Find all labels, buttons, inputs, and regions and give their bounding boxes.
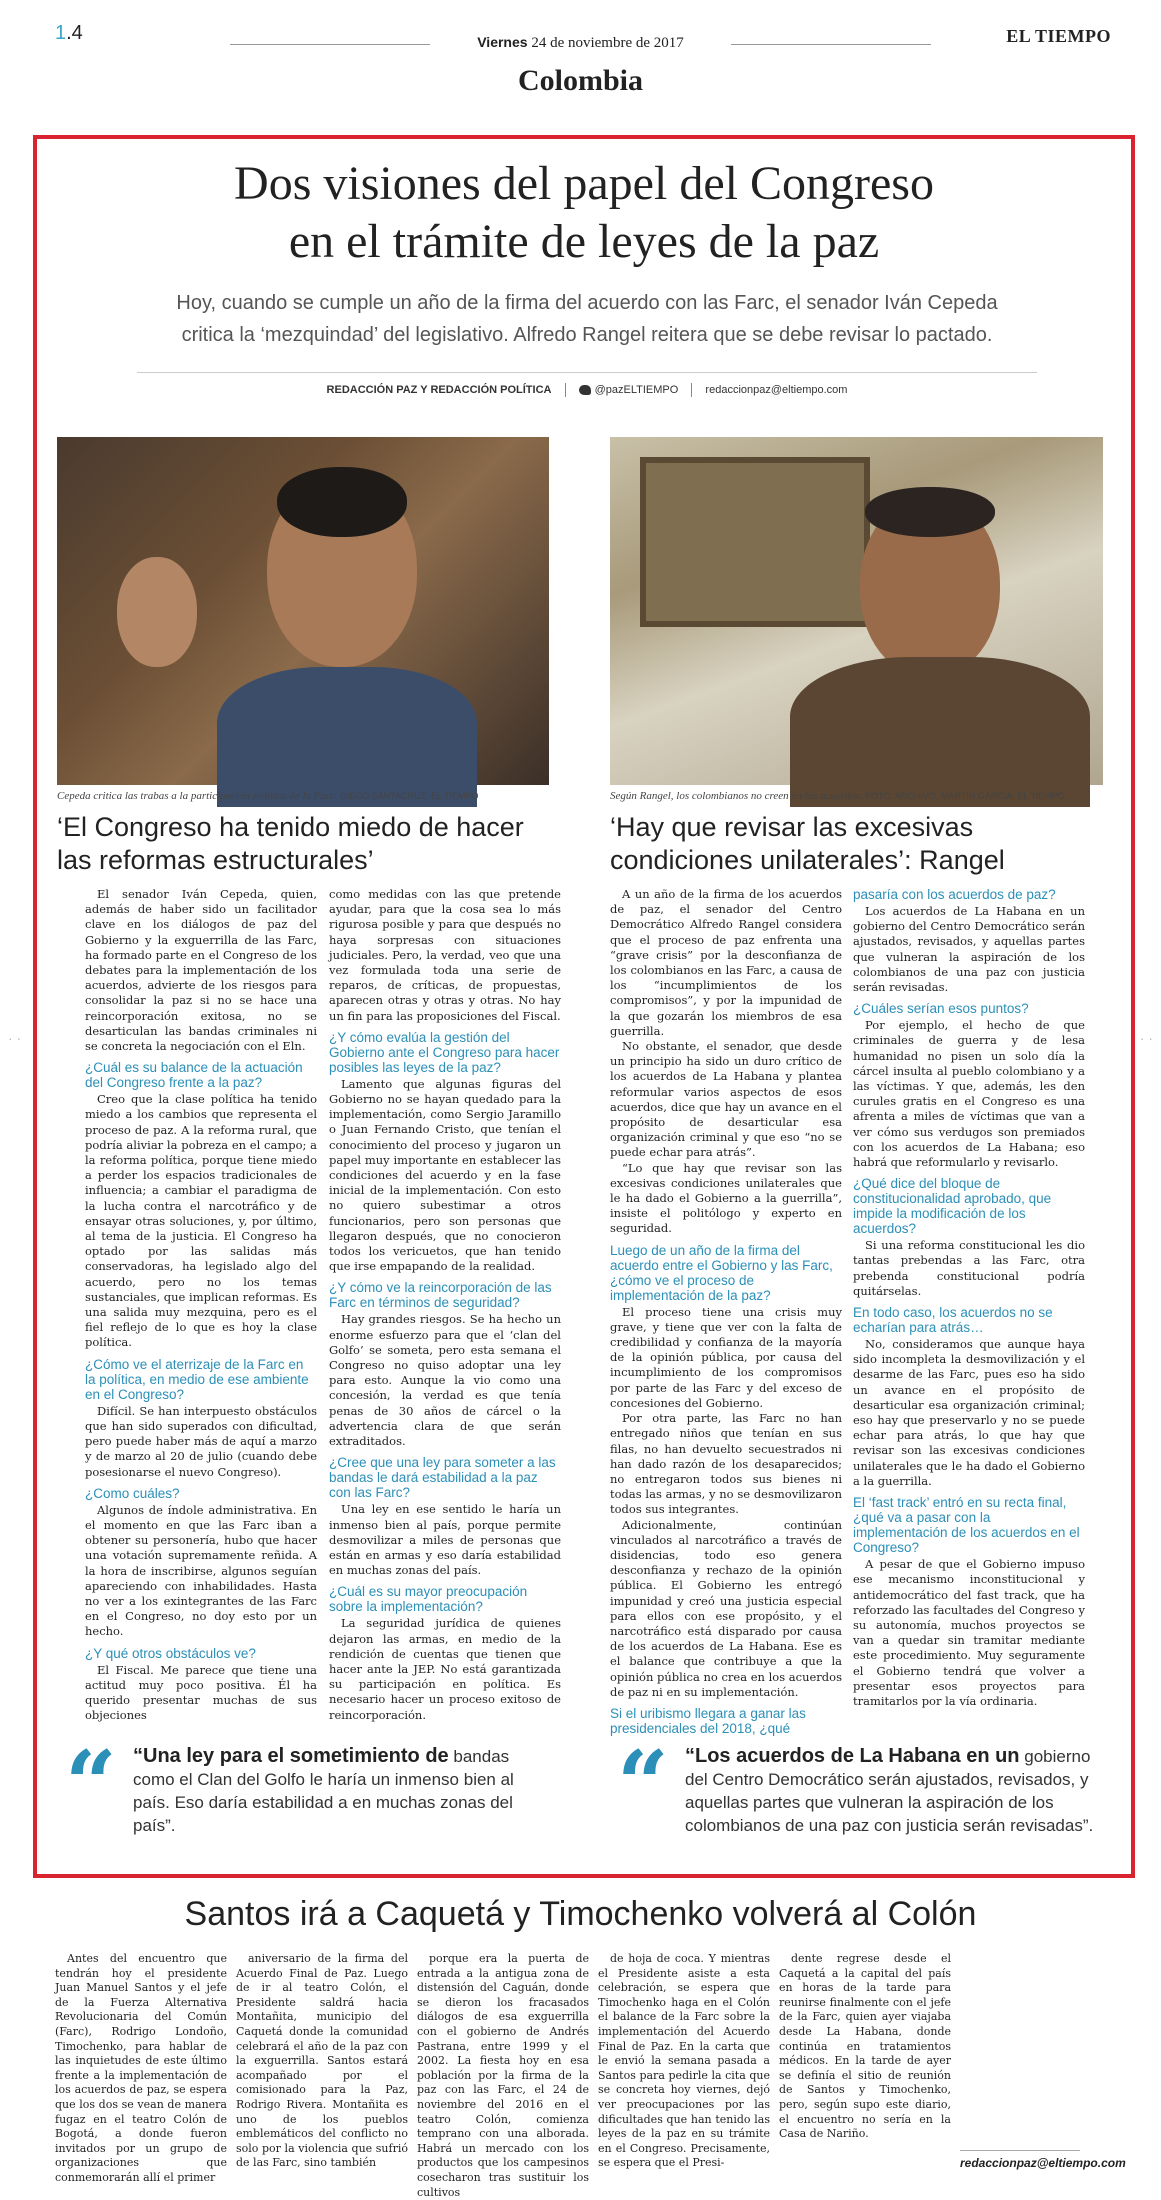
header-rule-left [230,44,430,45]
interview-headline-right: ‘Hay que revisar las excesivas condiciones unilaterales’: Rangel [610,812,1005,875]
interview-question: Si el uribismo llegara a ganar las presidenciales del 2018, ¿qué [610,1705,806,1736]
article-column [85,887,317,1757]
article-column [610,887,842,1757]
paragraph: Por otra parte, las Farc no han entregado niños que tenían en sus filas, no han devuelto secuestrados ni han dado razón de los desaparecidos; no entregaron todos sus bienes ni todas las armas, y no se desmovilizaron todos sus integrantes. [610,1411,842,1517]
crop-mark-right: · · [1139,1030,1153,1046]
interview-question: ¿Como cuáles? [85,1485,180,1501]
footer-email[interactable]: redaccionpaz@eltiempo.com [960,2156,1126,2170]
bottom-column: porque era la puerta de entrada a la antigua zona de distensión del Caguán, donde se dieron los fracasados diálogos de esa exguerrilla con el gobierno de Andrés Pastrana, entre 1999 y el 2002. La fiesta hoy en esa población por la firma de la paz con las Farc, el 24 de noviembre del 2016 en el teatro Colón, comienza temprano con una alborada. Habrá un mercado con los productos que los campesinos cosecharon tras sustituir los cultivos [417,1952,589,2199]
byline-twitter[interactable]: @pazELTIEMPO [594,383,679,396]
dateline: Viernes 24 de noviembre de 2017 [477,34,684,51]
paragraph: “Lo que hay que revisar son las excesivas condiciones unilaterales que le ha dado el Gobierno a la guerrilla”, insiste el politólogo y experto en seguridad. [610,1160,842,1236]
paragraph: Lamento que algunas figuras del Gobierno no se hayan quedado para la implementación, como Sergio Jaramillo o Juan Fernando Cristo, que tenían el conocimiento del proceso y jugaron un papel muy importante en establecer las condiciones del acuerdo y en la fase inicial de la implementación. Con esto no quiero subestimar a otros funcionarios, pero son personas que llegaron después, que no conocieron todos los vericuetos, que han tenido que irse empapando de la realidad. [329,1076,561,1274]
main-headline: Dos visiones del papel del Congreso en el trámite de leyes de la paz [234,157,934,268]
interview-question: ¿Cuáles serían esos puntos? [853,1001,1029,1017]
paragraph: El Fiscal. Me parece que tiene una actitud muy poco positiva. Él ha querido presentar muchas de sus objeciones [85,1662,317,1723]
header-rule-right [731,44,931,45]
interview-question: ¿Qué dice del bloque de constitucionalidad aprobado, que impide la modificación de los acuerdos? [853,1176,1052,1237]
paragraph: A pesar de que el Gobierno impuso ese mecanismo inconstitucional y antidemocrático del fast track, que ha reforzado las facultades del Congreso y su autonomía, muchos proyectos se van a quedar sin tramitar mediante este procedimiento. Muy seguramente el Gobierno tendrá que volver a presentar esos proyectos para tramitarlos por la vía ordinaria. [853,1557,1085,1708]
byline: REDACCIÓN PAZ Y REDACCIÓN POLÍTICA @pazELTIEMPO redaccionpaz@eltiempo.com [137,372,1037,397]
twitter-icon [579,385,591,395]
paragraph: El proceso tiene una crisis muy grave, y tiene que ver con la falta de credibilidad y confianza de la mayoría de la opinión pública, por causa del incumplimiento de los compromisos por parte de las Farc y del exceso de concesiones del Gobierno. [610,1304,842,1410]
interview-question: ¿Y cómo ve la reincorporación de las Farc en términos de seguridad? [329,1280,552,1311]
paragraph: Una ley en ese sentido le haría un inmenso bien al país, porque permite desmovilizar a miles de personas que están en armas y eso daría estabilidad en muchas zonas del país. [329,1502,561,1578]
photo-caption-right: Según Rangel, los colombianos no creen en los acuerdos. FOTO: ARCHIVO. MARTÍN GARCÍA. EL TIEMPO [610,790,1065,802]
bottom-column: aniversario de la firma del Acuerdo Final de Paz. Luego de ir al teatro Colón, el Presidente saldrá hacia Montañita, municipio del Caquetá donde la comunidad celebrará el año de la paz con la exguerrilla. Santos estará acompañado por el comisionado para la Paz, Rodrigo Rivera. Montañita es uno de los pueblos emblemáticos del conflicto no solo por la violencia que sufrió de las Farc, sino también [236,1952,408,2170]
byline-email[interactable]: redaccionpaz@eltiempo.com [705,383,848,396]
pull-quote-left: “ “Una ley para el sometimiento de bandas como el Clan del Golfo le haría un inmenso bien al país. Eso daría estabilidad a en muchas zonas del país”. [65,1731,514,1837]
interview-question: Luego de un año de la firma del acuerdo entre el Gobierno y las Farc, ¿cómo ve el proceso de implementación de la paz? [610,1242,833,1303]
feature-box [33,135,1135,1878]
paragraph: Por ejemplo, el hecho de que criminales de guerra y de lesa humanidad no pisen un solo día la cárcel insulta al pueblo colombiano y a las víctimas. Y que, además, les den curules gratis en el Congreso es una afrenta a miles de víctimas que van a ver cómo sus verdugos son premiados con los acuerdos de La Habana; eso habrá que reformularlo y revisarlo. [853,1018,1085,1170]
bottom-headline: Santos irá a Caquetá y Timochenko volverá al Colón [184,1895,977,1933]
bottom-column: de hoja de coca. Y mientras el Presidente asiste a esta celebración, se espera que Timochenko haga en el Colón el balance de la Farc sobre la implementación del Acuerdo Final de Paz. En la carta que le envió la semana pasada a Santos para pedirle la cita que se concreta hoy viernes, dejó ver preocupaciones por las dificultades que han tenido las leyes de la paz en su trámite en el Congreso. Precisamente, se espera que el Presi- [598,1952,770,2170]
photo-cepeda [57,437,549,785]
paragraph: El senador Iván Cepeda, quien, además de haber sido un facilitador clave en los diálogos de paz del Gobierno y la exguerrilla de las Farc, ha formado parte en el Congreso de los debates para la implementación de los acuerdos, advierte de los riesgos para consolidar la paz si no se hace una reincorporación exitosa, no se desarticulan las bandas criminales ni se concreta la negociación con el Eln. [85,887,317,1054]
bottom-column: Antes del encuentro que tendrán hoy el presidente Juan Manuel Santos y el jefe de la Fuerza Alternativa Revolucionaria del Común (Farc), Rodrigo Londoño, Timochenko, para hablar de las inquietudes de este último frente a la implementación de los acuerdos de paz, se espera que los dos se vean de manera fugaz en el teatro Colón de Bogotá, a donde fueron invitados por un grupo de organizaciones que conmemorarán allí el primer [55,1952,227,2184]
paragraph: Creo que la clase política ha tenido miedo a los cambios que representa el proceso de paz. A la reforma rural, que podría aliviar la pobreza en el campo; a la reforma política, porque tiene miedo a perder los espacios tradicionales de influencia; a cambiar el paradigma de la lucha contra el narcotráfico y de ensayar otras soluciones, y, por último, al tema de la justicia. El Congreso ha optado por las salidas más conservadoras, ha legislado algo del acuerdo, pero no los temas sustanciales, que implican reformas. Es una salida muy mezquina, pero es el fiel reflejo de lo que es hoy la clase política. [85,1092,317,1350]
paragraph: Adicionalmente, continúan vinculados al narcotráfico a través de disidencias, todo eso genera desconfianza y rechazo de la opinión pública. El Gobierno les entregó impunidad y creó una justicia especial para ellos con ese propósito, y el narcotráfico está disparado por causa de los acuerdos de La Habana. Ese es el balance que contribuye a que la opinión pública no crea en los acuerdos de paz ni en su implementación. [610,1517,842,1699]
interview-headline-left: ‘El Congreso ha tenido miedo de hacer las reformas estructurales’ [57,812,524,875]
section-title: Colombia [517,64,643,97]
email-rule [960,2150,1080,2151]
paragraph: Hay grandes riesgos. Se ha hecho un enorme esfuerzo para que el ‘clan del Golfo’ se someta, pero esta semana el Congreso no quiso adoptar una ley para esto. Aunque la vio como una concesión, la verdad es que tenía penas de 30 años de cárcel o la advertencia clara de que serán extraditados. [329,1312,561,1449]
paragraph: Algunos de índole administrativa. En el momento en que las Farc iban a obtener su personería, hubo que hacer una votación supremamente reñida. A la hora de inscribirse, algunos seguían apareciendo con inhabilidades. Hasta no ver a los exintegrantes de las Farc en el Congreso, no doy esto por un hecho. [85,1502,317,1639]
photo-caption-left: Cepeda critica las trabas a la participación política de la Farc. DIEGO SANTACRUZ. EL TIEMPO [57,790,479,802]
article-column [329,887,561,1757]
interview-question: ¿Y cómo evalúa la gestión del Gobierno ante el Congreso para hacer posibles las leyes de la paz? [329,1029,560,1075]
paragraph: La seguridad jurídica de quienes dejaron las armas, en medio de la rendición de cuentas que tienen que hacer ante la JEP. No está garantizada su participación en política. Es necesario hacer un proceso exitoso de reincorporación. [329,1616,561,1722]
paragraph: Los acuerdos de La Habana en un gobierno del Centro Democrático serán ajustados, revisados, y aquellas partes que vulneran la aspiración de los colombianos de una paz con justicia serán revisadas. [853,904,1085,995]
interview-question: pasaría con los acuerdos de paz? [853,887,1056,902]
article-column [853,887,1085,1757]
page-number: 1.4 [55,22,83,44]
paragraph: Si una reforma constitucional les dio tantas prebendas a las Farc, otra prebenda constitucional podría quitárselas. [853,1238,1085,1298]
quote-mark-icon: “ [65,1731,117,1837]
paragraph: A un año de la firma de los acuerdos de paz, el senador del Centro Democrático Alfredo Rangel considera que el proceso de paz enfrenta una “grave crisis” por la desconfianza de los colombianos en las Farc, a causa de los “incumplimientos de los compromisos”, y por la impunidad de la que gozarán los miembros de esa guerrilla. [610,887,842,1038]
paragraph: Difícil. Se han interpuesto obstáculos que han sido superados con dificultad, pero puede haber más de aquí a marzo y de marzo al 20 de julio (cuando debe posesionarse el nuevo Congreso). [85,1403,317,1479]
interview-question: ¿Cree que una ley para someter a las bandas le dará estabilidad a la paz con las Farc? [329,1455,556,1501]
crop-mark-left: · · [8,1030,22,1046]
paragraph: No obstante, el senador, que desde un principio ha sido un duro crítico de los acuerdos de La Habana y plantea reformular varios aspectos de esos acuerdos, dice que hay un avance en el propósito de desarticular esa organización criminal y que eso “no se puede echar para atrás”. [610,1039,842,1160]
photo-rangel [610,437,1103,785]
interview-question: ¿Cuál es su balance de la actuación del Congreso frente a la paz? [85,1060,303,1091]
paragraph: No, consideramos que aunque haya sido incompleta la desmovilización y el desarme de las Farc, pues eso ha sido un avance en el propósito de desarticular esa organización criminal; eso hay que preservarlo y no se puede echar para atrás, lo que hay que revisar son las excesivas condiciones unilaterales que le ha dado el Gobierno a la guerrilla. [853,1337,1085,1488]
interview-question: ¿Y qué otros obstáculos ve? [85,1645,256,1661]
brand-logo: EL TIEMPO [1006,26,1111,46]
paragraph: como medidas con las que pretende ayudar, para que la cosa sea lo más rigurosa posible y para que después no haya sorpresas con situaciones judiciales. Pero, la verdad, veo que una vez formulada toda una serie de reparos, de críticas, de propuestas, aparecen otras y otras y otras. No hay un fin para las proposiciones del Fiscal. [329,887,561,1023]
bottom-column: dente regrese desde el Caquetá a la capital del país en horas de la tarde para reunirse finalmente con el jefe de la Farc, quien ayer viajaba desde La Habana, donde continúa en tratamientos médicos. En la tarde de ayer se definía el sitio de reunión de Santos y Timochenko, pero, según supo este diario, el encuentro no sería en la Casa de Nariño. [779,1952,951,2141]
pull-quote-right: “ “Los acuerdos de La Habana en un gobierno del Centro Democrático serán ajustados, revisados, y aquellas partes que vulneran la aspiración de los colombianos de una paz con justicia serán revisadas”. [617,1731,1094,1837]
deck: Hoy, cuando se cumple un año de la firma del acuerdo con las Farc, el senador Iván Cepeda critica la ‘mezquindad’ del legislativo. Alfredo Rangel reitera que se debe revisar lo pactado. [176,292,998,346]
interview-question: En todo caso, los acuerdos no se echarían para atrás… [853,1305,1053,1336]
quote-mark-icon: “ [617,1731,669,1837]
interview-question: ¿Cómo ve el aterrizaje de la Farc en la política, en medio de ese ambiente en el Congreso? [85,1356,309,1402]
interview-question: ¿Cuál es su mayor preocupación sobre la implementación? [329,1584,528,1615]
interview-question: El ‘fast track’ entró en su recta final, ¿qué va a pasar con la implementación de los acuerdos en el Congreso? [853,1495,1080,1556]
